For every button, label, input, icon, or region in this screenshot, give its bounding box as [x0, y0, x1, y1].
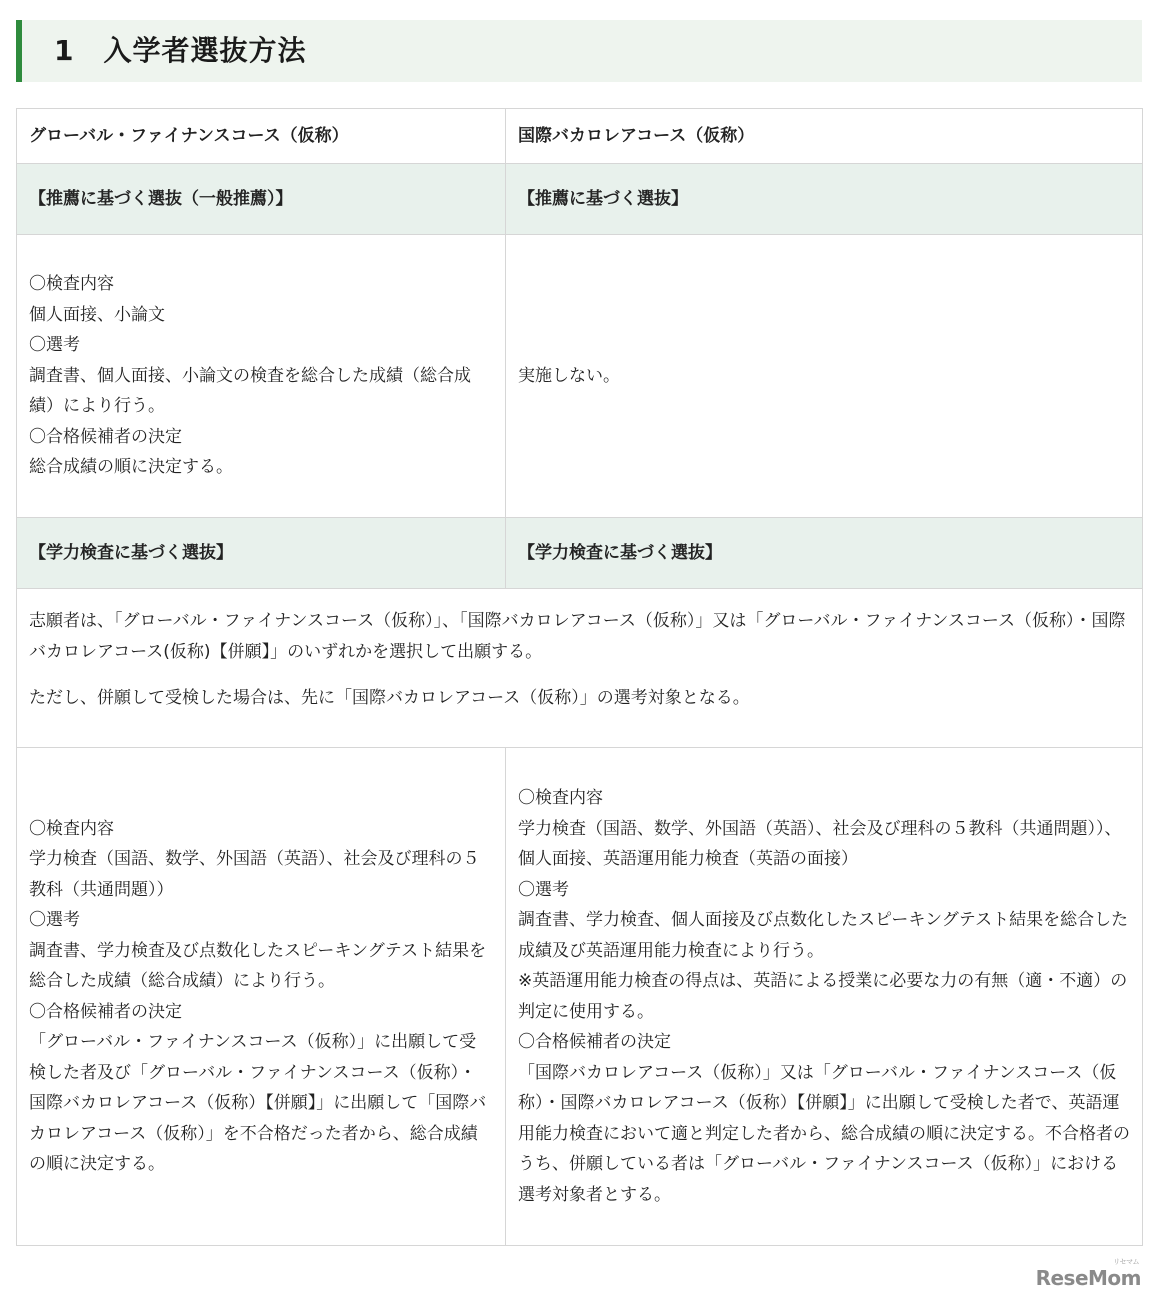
table-row: [17, 235, 1143, 518]
table-row: [17, 164, 1143, 235]
detail-line: 〇検査内容: [29, 274, 114, 295]
detail-line: 〇検査内容: [29, 818, 114, 839]
detail-line: 個人面接、小論文: [29, 304, 165, 325]
detail-line: 〇選考: [518, 879, 569, 900]
column-header-global-finance: グローバル・ファイナンスコース（仮称）: [17, 109, 506, 164]
recommendation-title-left: 【推薦に基づく選抜（一般推薦）】: [17, 164, 506, 235]
detail-line: ※英語運用能力検査の得点は、英語による授業に必要な力の有無（適・不適）の判定に使用する。: [518, 971, 1128, 1022]
detail-line: 調査書、個人面接、小論文の検査を総合した成績（総合成績）により行う。: [29, 365, 471, 417]
detail-line: 〇合格候補者の決定: [29, 426, 182, 447]
detail-line: 〇合格候補者の決定: [518, 1032, 671, 1052]
detail-line: 〇選考: [29, 335, 80, 356]
table-row: [17, 748, 1143, 1246]
exam-details-right: [506, 748, 1143, 1246]
detail-line: 学力検査（国語、数学、外国語（英語）、社会及び理科の５教科（共通問題））: [29, 849, 480, 900]
table-row: [17, 589, 1143, 748]
application-note-paragraph: 志願者は、「グローバル・ファイナンスコース（仮称）」、「国際バカロレアコース（仮称）」又は「グローバル・ファイナンスコース（仮称）・国際バカロレアコース(仮称)【併願】」のいずれかを選択して出願する。: [29, 611, 1126, 662]
selection-method-table: [16, 108, 1143, 1246]
detail-line: 調査書、学力検査、個人面接及び点数化したスピーキングテスト結果を総合した成績及び英語運用能力検査により行う。: [518, 910, 1129, 961]
column-header-ib: 国際バカロレアコース（仮称）: [506, 109, 1143, 164]
recommendation-details-left: [17, 235, 506, 518]
exam-details-left: [17, 748, 506, 1246]
resemom-logo: [1035, 1258, 1141, 1290]
detail-line: 総合成績の順に決定する。: [29, 457, 233, 478]
recommendation-details-right: 実施しない。: [506, 235, 1143, 518]
detail-line: 学力検査（国語、数学、外国語（英語）、社会及び理科の５教科（共通問題））、個人面接、英語運用能力検査（英語の面接）: [518, 818, 1122, 869]
detail-line: 〇検査内容: [518, 788, 603, 808]
table-header-row: [17, 109, 1143, 164]
application-note-paragraph: ただし、併願して受検した場合は、先に「国際バカロレアコース（仮称）」の選考対象となる。: [29, 688, 750, 709]
detail-line: 〇選考: [29, 910, 80, 930]
detail-line: 調査書、学力検査及び点数化したスピーキングテスト結果を総合した成績（総合成績）により行う。: [29, 940, 487, 991]
detail-line: 「グローバル・ファイナンスコース（仮称）」に出願して受検した者及び「グローバル・ファイナンスコース（仮称）・国際バカロレアコース（仮称）【併願】」に出願して「国際バカロレアコース（仮称）」を不合格だった者から、総合成績の順に決定する。: [29, 1032, 487, 1174]
recommendation-title-right: 【推薦に基づく選抜】: [506, 164, 1143, 235]
resemom-logo-ruby: リセマム: [1113, 1258, 1139, 1266]
detail-line: 〇合格候補者の決定: [29, 1001, 182, 1022]
exam-title-left: 【学力検査に基づく選抜】: [17, 518, 506, 589]
table-row: [17, 518, 1143, 589]
application-note: [17, 589, 1143, 748]
exam-title-right: 【学力検査に基づく選抜】: [506, 518, 1143, 589]
detail-line: 「国際バカロレアコース（仮称）」又は「グローバル・ファイナンスコース（仮称）・国際バカロレアコース（仮称）【併願】」に出願して受検した者で、英語運用能力検査において適と判定した者から、総合成績の順に決定する。不合格者のうち、併願している者は「グローバル・ファイナンスコース（仮称）」における選考対象者とする。: [518, 1062, 1130, 1205]
resemom-logo-text: ReseMom: [1035, 1266, 1141, 1290]
section-heading-text: 1 入学者選抜方法: [54, 34, 307, 67]
section-heading: [16, 20, 1142, 82]
